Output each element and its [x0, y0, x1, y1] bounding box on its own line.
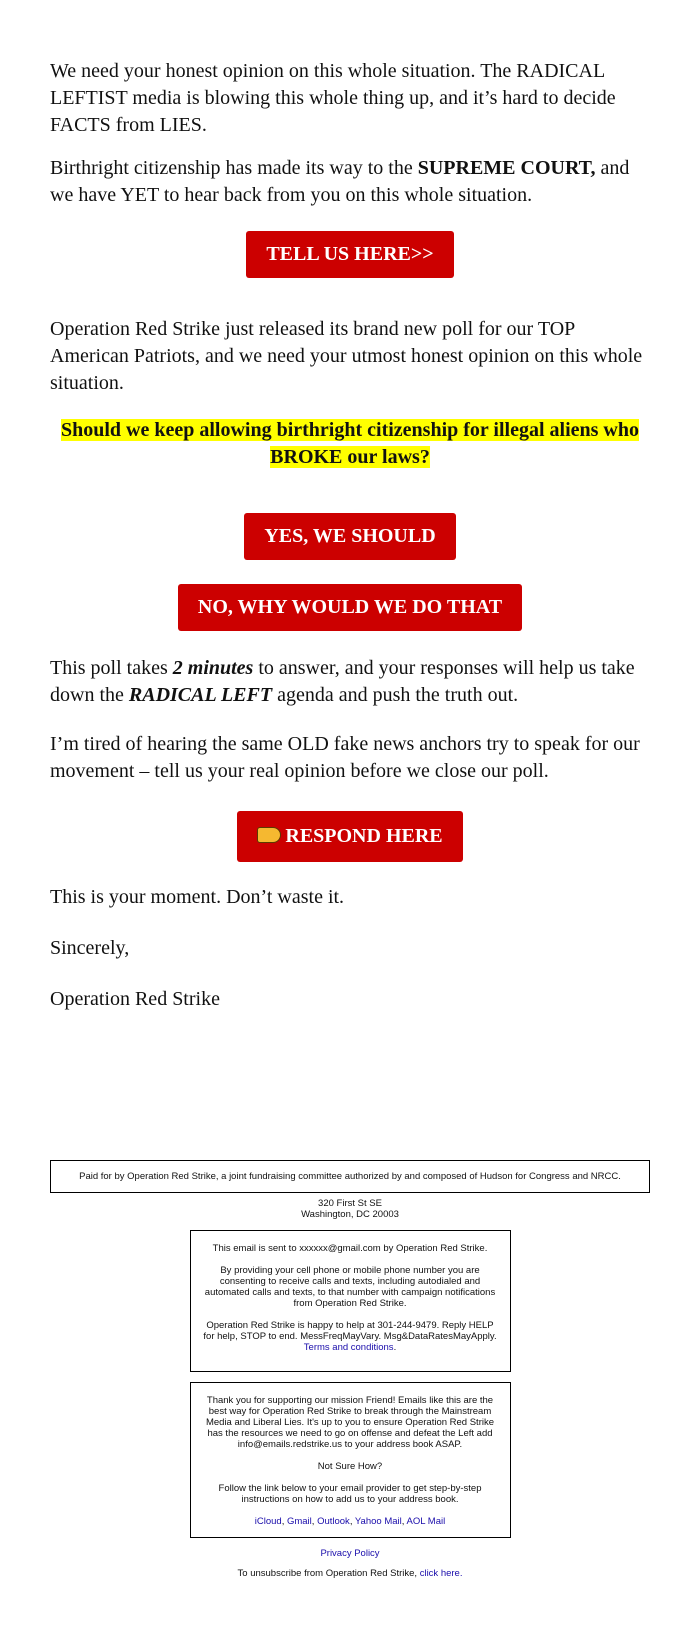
unsubscribe-link[interactable]: click here.	[419, 1568, 463, 1579]
yes-row	[50, 513, 650, 560]
footer	[50, 1160, 650, 1579]
compliance-box	[190, 1230, 511, 1372]
thanks-text: Thank you for supporting our mission Friend! Emails like this are the best way for Operation Red Strike to break through the Mainstream Media and Liberal Lies. It's up to you to ensure Operation Red Strike has the resources we need to go on offense and defeat the Left add info@emails.redstrike.us to your address book ASAP.	[205, 1395, 495, 1450]
no-button[interactable]: NO, WHY WOULD WE DO THAT	[178, 584, 522, 631]
intro-paragraph: We need your honest opinion on this whole situation. The RADICAL LEFTIST media is blowing this whole thing up, and it’s hard to decide FACTS from LIES.	[50, 60, 616, 136]
sent-to-text: This email is sent to xxxxxx@gmail.com by Operation Red Strike.	[212, 1243, 488, 1254]
paid-for-text: Paid for by Operation Red Strike, a joint fundraising committee authorized by and composed of Hudson for Congress and NRCC.	[79, 1171, 621, 1182]
yahoo-link[interactable]: Yahoo Mail	[354, 1516, 402, 1527]
email-body	[50, 58, 650, 1029]
not-sure-text: Not Sure How?	[317, 1461, 383, 1472]
sign-off: Sincerely,	[50, 937, 130, 959]
gmail-link[interactable]: Gmail	[286, 1516, 312, 1527]
icloud-link[interactable]: iCloud	[254, 1516, 282, 1527]
bold-italic-text: RADICAL LEFT	[128, 684, 273, 706]
poll-paragraph: Operation Red Strike just released its brand new poll for our TOP American Patriots, and we need your utmost honest opinion on this whole situation.	[50, 318, 643, 394]
respond-row	[50, 811, 650, 862]
aol-link[interactable]: AOL Mail	[406, 1516, 446, 1527]
poll-time-paragraph	[50, 655, 650, 709]
text: Operation Red Strike is happy to help at 301-244-9479. Reply HELP for help, STOP to end. MessFreqMayVary. Msg&DataRatesMayApply.	[203, 1320, 497, 1342]
consent-text: By providing your cell phone or mobile phone number you are consenting to receive calls and texts, including autodialed and automated calls and texts, to that number with campaign notifications from Operation Red Strike.	[204, 1265, 496, 1309]
yes-button[interactable]: YES, WE SHOULD	[244, 513, 455, 560]
paid-for-box	[50, 1160, 650, 1193]
text: To unsubscribe from Operation Red Strike,	[237, 1568, 420, 1579]
text: and we have YET to hear back from you on this whole situation.	[50, 157, 630, 206]
no-row	[50, 584, 650, 631]
outlook-link[interactable]: Outlook	[317, 1516, 350, 1527]
privacy-policy-link[interactable]: Privacy Policy	[320, 1548, 380, 1559]
tell-us-row	[50, 231, 650, 278]
question-text: Should we keep allowing birthright citizenship for illegal aliens who BROKE our laws?	[60, 419, 640, 468]
moment-paragraph: This is your moment. Don’t waste it.	[50, 886, 345, 908]
help-text: Operation Red Strike is happy to help at 301-244-9479. Reply HELP for help, STOP to end. MessFreqMayVary. Msg&DataRatesMayApply. Terms and conditions.	[203, 1320, 497, 1353]
address-book-box	[190, 1382, 511, 1538]
address-line: 320 First St SE	[318, 1198, 382, 1209]
tell-us-button[interactable]: TELL US HERE>>	[246, 231, 453, 278]
bold-text: SUPREME COURT,	[417, 157, 596, 179]
bold-italic-text: 2 minutes	[172, 657, 254, 679]
unsubscribe-text	[50, 1568, 650, 1579]
supreme-court-paragraph	[50, 155, 650, 209]
tired-paragraph: I’m tired of hearing the same OLD fake news anchors try to speak for our movement – tell us your real opinion before we close our poll.	[50, 733, 640, 782]
terms-link[interactable]: Terms and conditions	[303, 1342, 394, 1353]
text: This poll takes	[50, 657, 173, 679]
poll-question	[50, 417, 650, 471]
respond-button[interactable]	[237, 811, 462, 862]
pointing-hand-icon	[257, 827, 281, 843]
provider-links: iCloud, Gmail, Outlook, Yahoo Mail, AOL Mail	[254, 1516, 446, 1527]
address	[50, 1198, 650, 1220]
text: to answer, and your responses will help us take down the	[50, 657, 635, 706]
follow-text: Follow the link below to your email provider to get step-by-step instructions on how to add us to your address book.	[218, 1483, 482, 1505]
text: agenda and push the truth out.	[272, 684, 519, 706]
text: Birthright citizenship has made its way to the	[50, 157, 418, 179]
signature: Operation Red Strike	[50, 988, 220, 1010]
respond-label: RESPOND HERE	[285, 825, 443, 847]
address-line: Washington, DC 20003	[301, 1209, 399, 1220]
